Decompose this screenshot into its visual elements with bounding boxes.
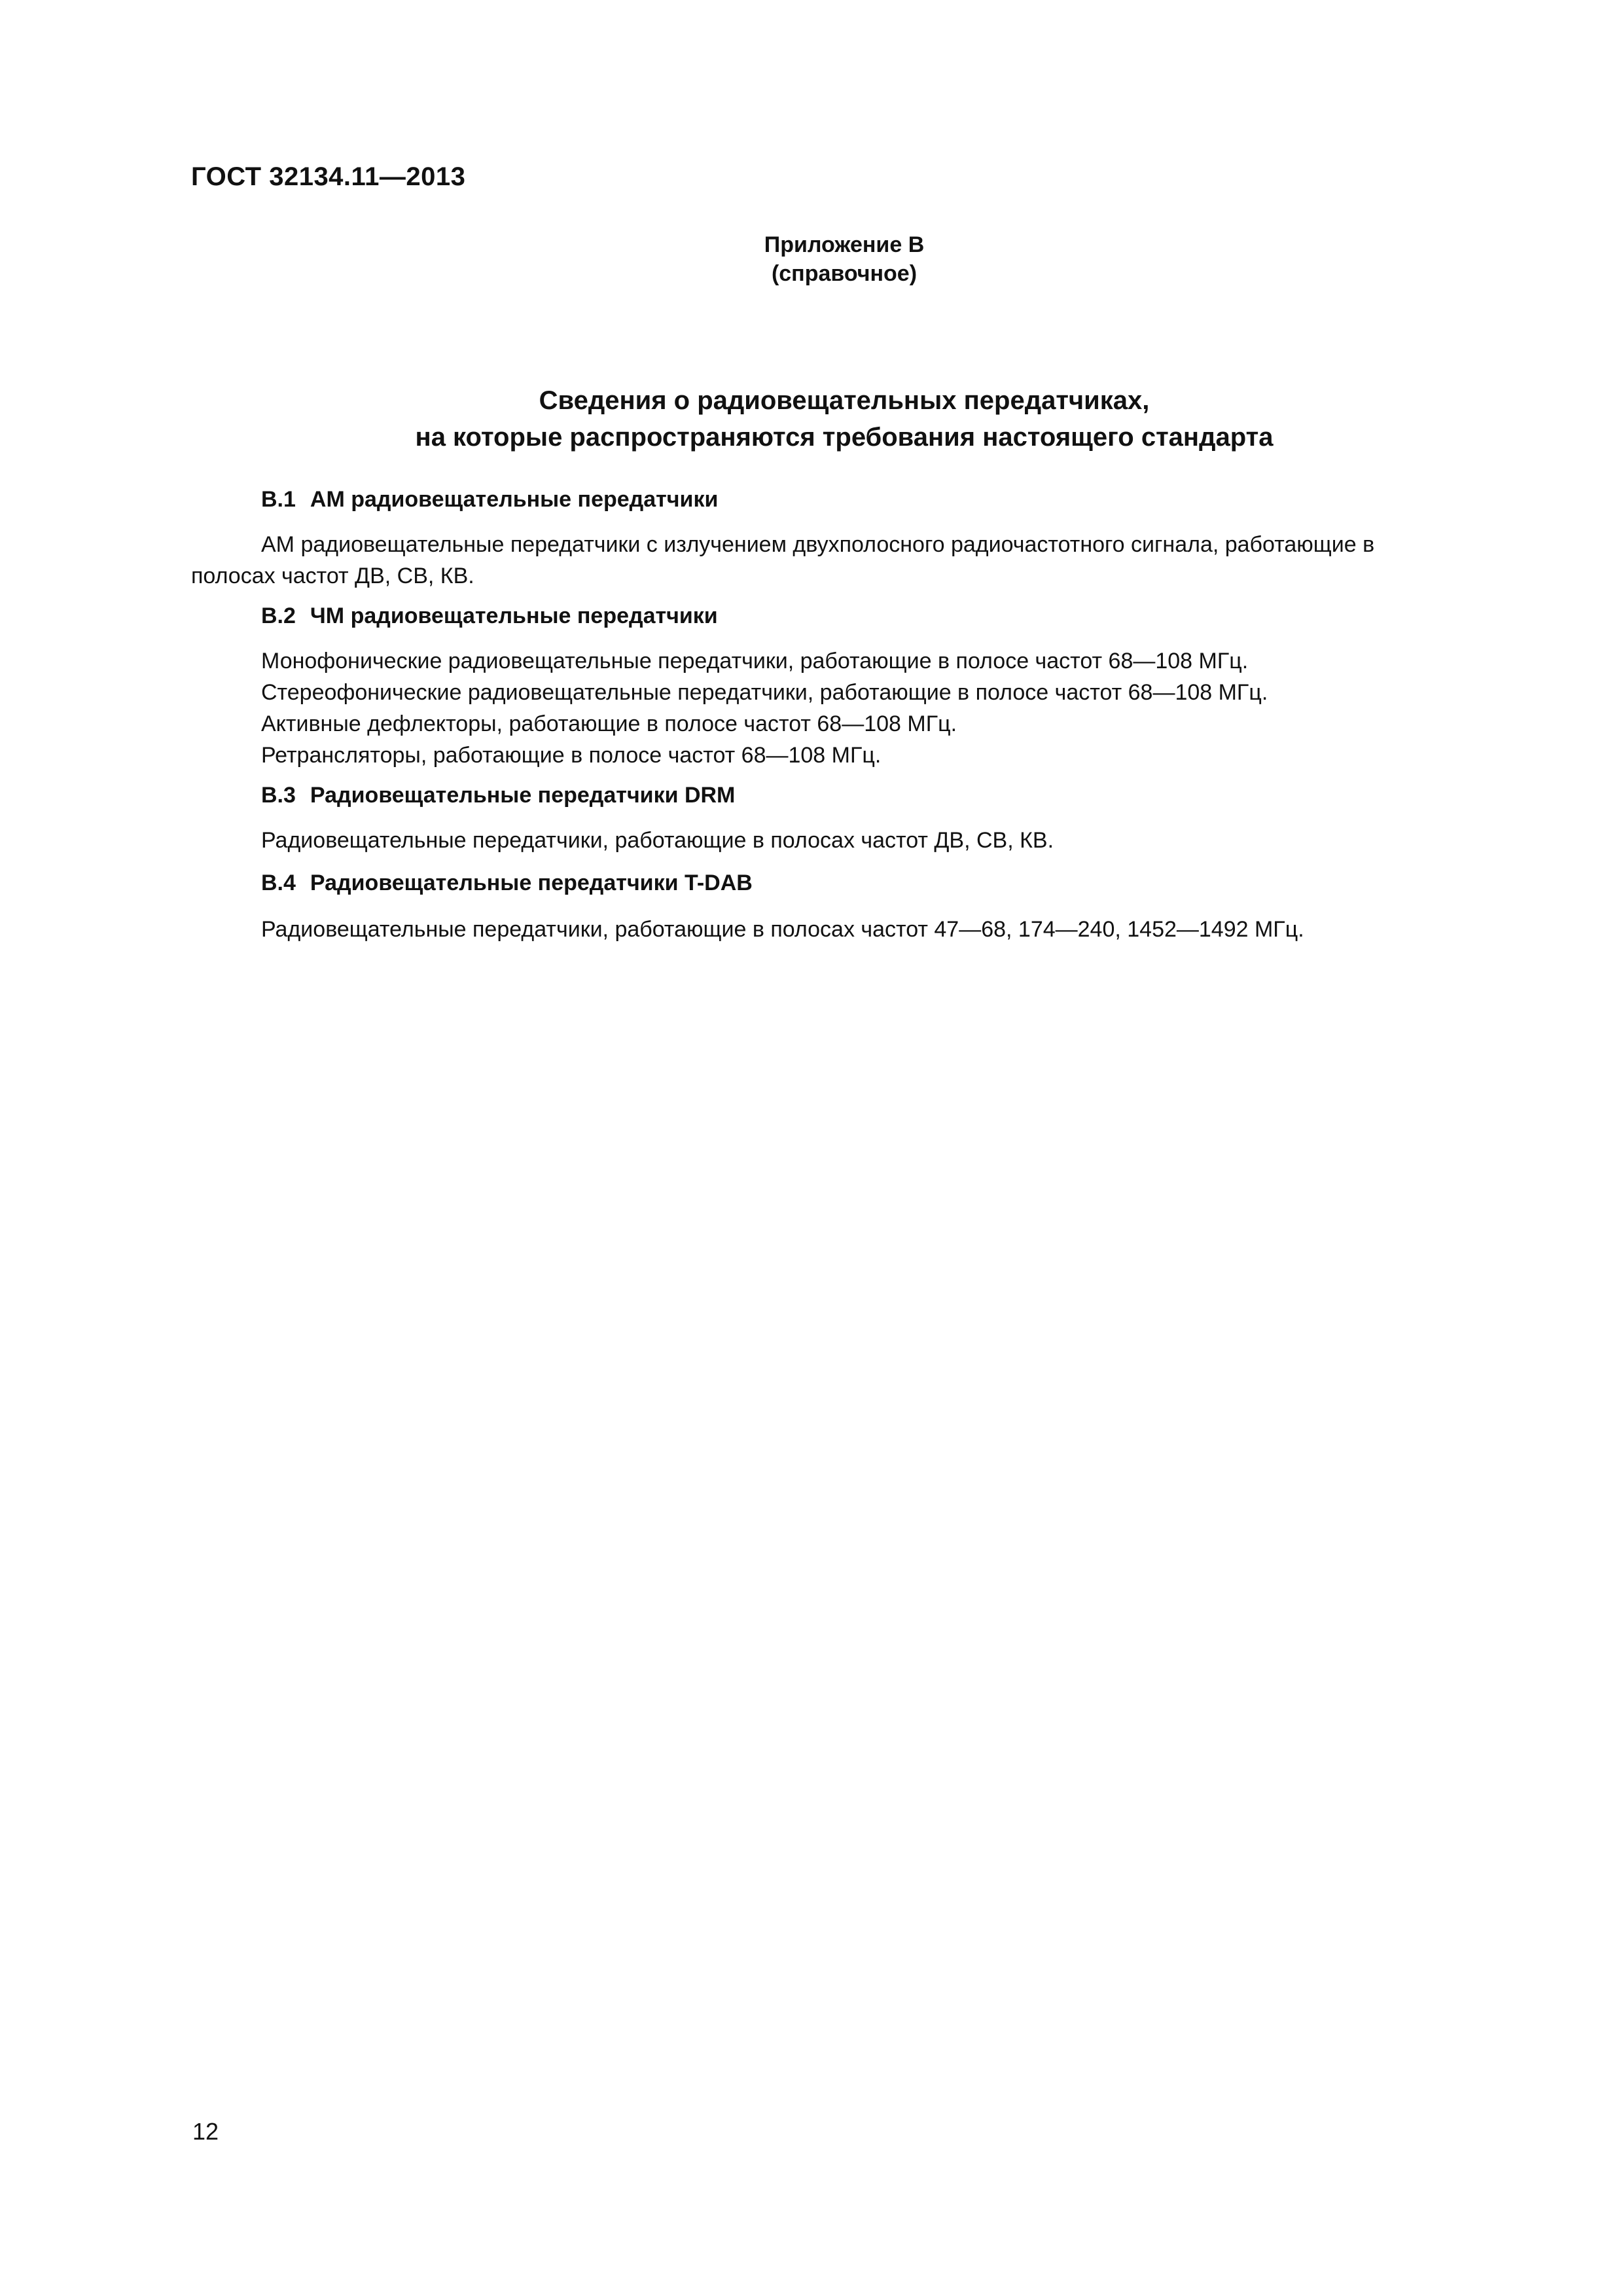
appendix-kind: (справочное) bbox=[771, 261, 918, 286]
section-heading-b3 bbox=[261, 783, 735, 808]
paragraph-line: Стереофонические радиовещательные передатчики, работающие в полосе частот 68—108 МГц. bbox=[261, 680, 1268, 705]
document-code: ГОСТ 32134.11—2013 bbox=[191, 162, 466, 191]
main-title-line-1: Сведения о радиовещательных передатчиках, bbox=[539, 386, 1150, 415]
section-heading-b2 bbox=[261, 603, 718, 629]
paragraph-line: полосах частот ДВ, СВ, КВ. bbox=[191, 564, 474, 588]
section-number: В.4 bbox=[261, 870, 296, 895]
paragraph-line: Монофонические радиовещательные передатчики, работающие в полосе частот 68—108 МГц. bbox=[261, 649, 1249, 673]
paragraph-line: Ретрансляторы, работающие в полосе частот 68—108 МГц. bbox=[261, 743, 882, 768]
paragraph-line: Радиовещательные передатчики, работающие в полосах частот ДВ, СВ, КВ. bbox=[261, 828, 1054, 853]
appendix-title: Приложение В bbox=[764, 232, 925, 257]
section-title: Радиовещательные передатчики T-DAB bbox=[310, 870, 753, 895]
page-number: 12 bbox=[192, 2118, 219, 2145]
section-title: Радиовещательные передатчики DRM bbox=[310, 783, 736, 808]
section-heading-b4 bbox=[261, 870, 753, 896]
paragraph-line: АМ радиовещательные передатчики с излучением двухполосного радиочастотного сигнала, работающие в bbox=[261, 532, 1375, 557]
paragraph-line: Активные дефлекторы, работающие в полосе частот 68—108 МГц. bbox=[261, 711, 957, 736]
section-title: ЧМ радиовещательные передатчики bbox=[310, 603, 718, 628]
section-number: В.3 bbox=[261, 783, 296, 808]
main-title-line-2: на которые распространяются требования настоящего стандарта bbox=[415, 423, 1274, 452]
section-number: В.1 bbox=[261, 487, 296, 512]
section-heading-b1 bbox=[261, 487, 718, 512]
section-title: АМ радиовещательные передатчики bbox=[310, 487, 719, 512]
paragraph-line: Радиовещательные передатчики, работающие в полосах частот 47—68, 174—240, 1452—1492 МГц. bbox=[261, 917, 1304, 942]
section-number: В.2 bbox=[261, 603, 296, 628]
